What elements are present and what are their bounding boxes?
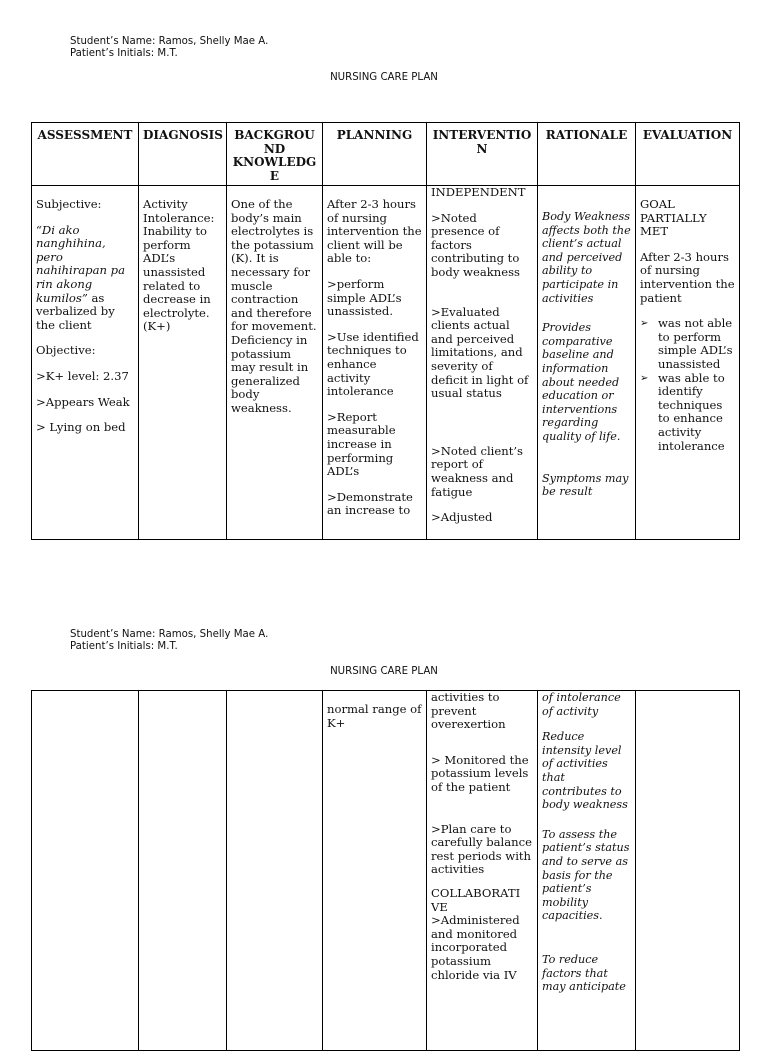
rationale-item: Body Weakness affects both the client’s actual and perceived ability to participate in activities xyxy=(542,210,631,305)
intervention-item: >Plan care to carefully balance rest periods with activities xyxy=(431,821,532,877)
evaluation-cell-continued xyxy=(636,691,740,1051)
subjective-quote-block xyxy=(36,224,134,333)
planning-cell-continued: normal range of K+ xyxy=(323,691,427,1051)
evaluation-list xyxy=(640,317,735,453)
planning-item: >perform simple ADL’s unassisted. xyxy=(327,276,402,319)
student-name: Student’s Name: Ramos, Shelly Mae A. xyxy=(70,629,269,640)
subjective-label: Subjective: xyxy=(36,197,102,211)
student-info-block-2 xyxy=(70,629,268,653)
objective-label: Objective: xyxy=(36,343,96,358)
rationale-item: To assess the patient’s status and to serve as basis for the patient’s mobility capacities. xyxy=(542,827,630,923)
quote-suffix: as verbalized by the client xyxy=(36,290,115,332)
patient-initials: Patient’s Initials: M.T. xyxy=(70,641,178,652)
care-plan-table xyxy=(31,122,740,540)
header-assessment: ASSESSMENT xyxy=(32,123,139,186)
intervention-item: >Adjusted xyxy=(431,510,493,525)
rationale-cell-continued xyxy=(538,691,636,1051)
header-row xyxy=(32,123,740,186)
collaborative-label: COLLABORATI VE xyxy=(431,885,521,914)
intervention-item: >Noted presence of factors contributing to body weakness xyxy=(431,210,521,279)
rationale-item: Reduce intensity level of activities that contributes to body weakness xyxy=(542,730,628,812)
evaluation-bullet: ➢ was able to identify techniques to enhance activity intolerance xyxy=(640,372,735,454)
planning-item: >Demonstrate an increase to xyxy=(327,489,413,518)
intervention-cell-continued xyxy=(427,691,538,1051)
care-plan-table-continued xyxy=(31,690,740,1051)
diagnosis-cell: Activity Intolerance: Inability to perform ADL’s unassisted related to decrease in electrolyte. (K+) xyxy=(139,186,227,540)
intervention-item: activities to prevent overexertion xyxy=(431,690,506,732)
header-evaluation: EVALUATION xyxy=(636,123,740,186)
k-level: >K+ level: 2.37 xyxy=(36,368,129,383)
intervention-item: > Monitored the potassium levels of the patient xyxy=(431,752,529,794)
diagnosis-cell-continued xyxy=(139,691,227,1051)
evaluation-cell xyxy=(636,186,740,540)
subjective-quote: “Di ako nanghihina, pero nahihirapan pa rin akong kumilos” xyxy=(36,222,126,305)
content-row-continued xyxy=(32,691,740,1051)
planning-intro: After 2-3 hours of nursing intervention the client will be able to: xyxy=(327,197,422,266)
intervention-item: >Evaluated clients actual and perceived limitations, and severity of deficit in light of usual status xyxy=(431,304,529,401)
rationale-item: Symptoms may be result xyxy=(542,471,629,499)
assessment-cell-continued xyxy=(32,691,139,1051)
evaluation-intro: After 2-3 hours of nursing intervention the patient xyxy=(640,249,735,305)
content-row xyxy=(32,186,740,540)
intervention-item: >Administered and monitored incorporated potassium chloride via IV xyxy=(431,913,520,982)
rationale-item: of intolerance of activity xyxy=(542,691,621,718)
background-cell-continued xyxy=(227,691,323,1051)
evaluation-bullet: ➢ was not able to perform simple ADL’s unassisted xyxy=(640,317,735,371)
independent-label: INDEPENDENT xyxy=(431,185,526,199)
appears-weak: >Appears Weak xyxy=(36,394,130,409)
patient-initials: Patient’s Initials: M.T. xyxy=(70,48,178,59)
rationale-cell xyxy=(538,186,636,540)
rationale-item: Provides comparative baseline and information about needed education or interventions regarding quality of life. xyxy=(542,321,621,443)
rationale-item: To reduce factors that may anticipate xyxy=(542,952,626,994)
header-intervention: INTERVENTIO N xyxy=(427,123,538,186)
assessment-cell xyxy=(32,186,139,540)
student-info-block xyxy=(70,36,268,60)
planning-item: >Use identified techniques to enhance activity intolerance xyxy=(327,329,419,399)
planning-item: >Report measurable increase in performing ADL’s xyxy=(327,409,396,479)
header-background: BACKGROU ND KNOWLEDG E xyxy=(227,123,323,186)
header-planning: PLANNING xyxy=(323,123,427,186)
intervention-cell xyxy=(427,186,538,540)
intervention-item: >Noted client’s report of weakness and fatigue xyxy=(431,443,523,499)
background-cell: One of the body’s main electrolytes is the potassium (K). It is necessary for muscle contraction and therefore for movement. Deficiency in potassium may result in generalized body weakness. xyxy=(227,186,323,540)
header-rationale: RATIONALE xyxy=(538,123,636,186)
page-title-2: NURSING CARE PLAN xyxy=(330,666,438,677)
planning-cell xyxy=(323,186,427,540)
header-diagnosis: DIAGNOSIS xyxy=(139,123,227,186)
student-name: Student’s Name: Ramos, Shelly Mae A. xyxy=(70,36,269,47)
lying-on-bed: > Lying on bed xyxy=(36,420,126,435)
page-title: NURSING CARE PLAN xyxy=(330,72,438,83)
goal-status: GOAL PARTIALLY MET xyxy=(640,197,707,239)
